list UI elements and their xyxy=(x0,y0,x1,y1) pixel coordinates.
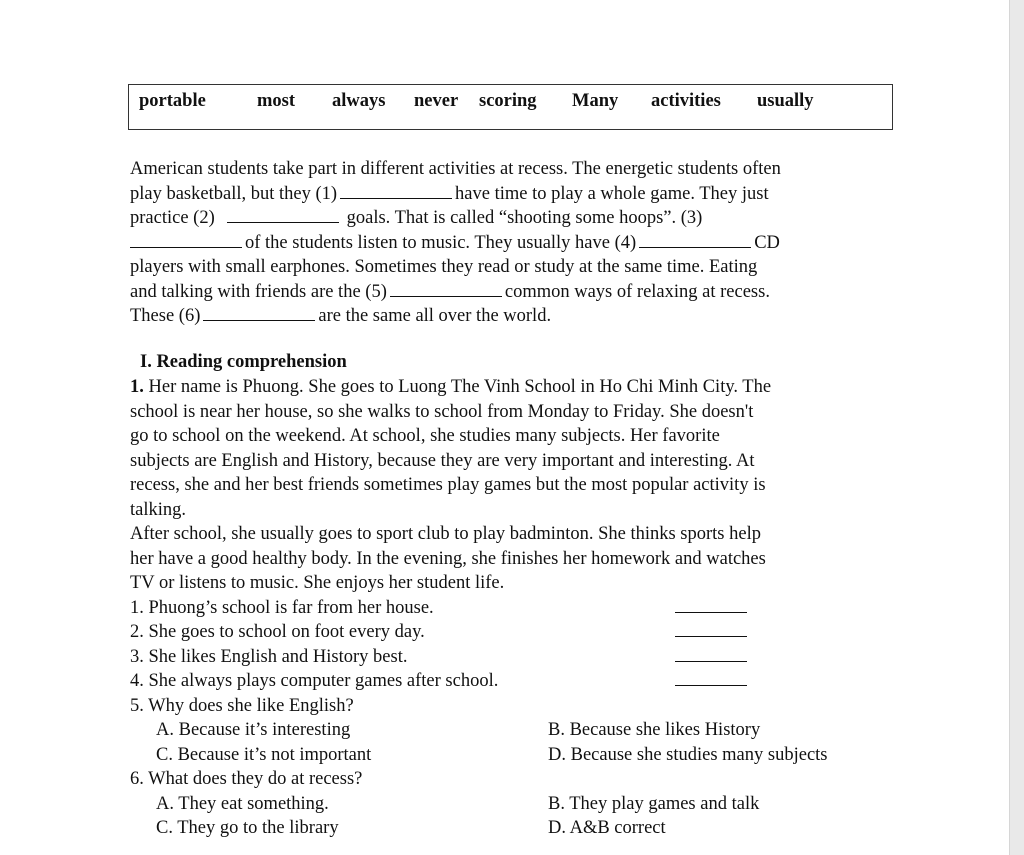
reading-line: go to school on the weekend. At school, she studies many subjects. Her favorite xyxy=(130,426,720,446)
word-bank-item: never xyxy=(414,91,459,111)
reading-line: After school, she usually goes to sport club to play badminton. She thinks sports help xyxy=(130,524,761,544)
answer-blank-4[interactable] xyxy=(639,233,751,248)
passage-line: and talking with friends are the (5) common ways of relaxing at recess. xyxy=(130,281,770,302)
mc-question: 5. Why does she like English? xyxy=(130,695,354,716)
mc-option-b[interactable]: B. They play games and talk xyxy=(548,793,760,814)
reading-line: TV or listens to music. She enjoys her student life. xyxy=(130,573,505,593)
reading-line: 1. Her name is Phuong. She goes to Luong The Vinh School in Ho Chi Minh City. The xyxy=(130,377,772,397)
passage-line: practice (2) goals. That is called “shooting some hoops”. (3) xyxy=(130,208,703,228)
word-bank-item: scoring xyxy=(479,91,537,111)
section-heading: I. Reading comprehension xyxy=(140,352,347,372)
mc-options-row xyxy=(130,718,860,743)
word-bank-box xyxy=(128,84,893,130)
reading-section xyxy=(130,375,860,841)
reading-line: subjects are English and History, because they are very important and interesting. At xyxy=(130,450,755,471)
word-bank-item: Many xyxy=(572,91,619,111)
mc-options-row xyxy=(130,792,860,817)
word-bank-item: usually xyxy=(757,91,814,111)
passage-line: of the students listen to music. They usually have (4) CD xyxy=(130,231,858,256)
passage-line: These (6) are the same all over the world. xyxy=(130,306,552,326)
mc-option-a[interactable]: A. Because it’s interesting xyxy=(156,720,351,740)
answer-blank-5[interactable] xyxy=(390,282,502,297)
word-bank-item: portable xyxy=(139,91,206,111)
word-bank-item: most xyxy=(257,91,296,111)
reading-line: recess, she and her best friends sometimes play games but the most popular activity is xyxy=(130,475,766,495)
answer-blank-2[interactable] xyxy=(227,208,339,223)
mc-option-a[interactable]: A. They eat something. xyxy=(156,793,329,814)
reading-line: her have a good healthy body. In the evening, she finishes her homework and watches xyxy=(130,548,766,569)
reading-line: talking. xyxy=(130,499,187,520)
vertical-scrollbar[interactable] xyxy=(1009,0,1024,855)
true-false-statement: 1. Phuong’s school is far from her house. xyxy=(130,596,860,621)
true-false-statement: 2. She goes to school on foot every day. xyxy=(130,620,860,645)
answer-blank-3[interactable] xyxy=(130,233,242,248)
true-false-statement: 4. She always plays computer games after school. xyxy=(130,669,860,694)
mc-option-b[interactable]: B. Because she likes History xyxy=(548,720,761,740)
mc-option-c[interactable]: C. They go to the library xyxy=(156,818,339,838)
mc-option-d[interactable]: D. Because she studies many subjects xyxy=(548,744,828,765)
statement-answer-blank[interactable] xyxy=(675,661,747,662)
passage-line: play basketball, but they (1) have time to play a whole game. They just xyxy=(130,183,769,204)
statement-answer-blank[interactable] xyxy=(675,612,747,613)
true-false-statement: 3. She likes English and History best. xyxy=(130,645,860,670)
passage-line: players with small earphones. Sometimes they read or study at the same time. Eating xyxy=(130,257,758,277)
mc-options-row xyxy=(130,743,860,768)
statement-answer-blank[interactable] xyxy=(675,685,747,686)
word-bank-item: activities xyxy=(651,91,721,111)
passage-line: American students take part in different activities at recess. The energetic students often xyxy=(130,159,781,179)
reading-line: school is near her house, so she walks to school from Monday to Friday. She doesn't xyxy=(130,401,754,422)
reading-number: 1. xyxy=(130,377,144,397)
mc-option-d[interactable]: D. A&B correct xyxy=(548,818,666,838)
statement-answer-blank[interactable] xyxy=(675,636,747,637)
mc-question: 6. What does they do at recess? xyxy=(130,769,363,789)
mc-options-row xyxy=(130,816,860,841)
word-bank-item: always xyxy=(332,91,386,111)
mc-option-c[interactable]: C. Because it’s not important xyxy=(156,744,372,765)
cloze-passage xyxy=(130,157,858,329)
answer-blank-1[interactable] xyxy=(340,184,452,199)
answer-blank-6[interactable] xyxy=(203,306,315,321)
